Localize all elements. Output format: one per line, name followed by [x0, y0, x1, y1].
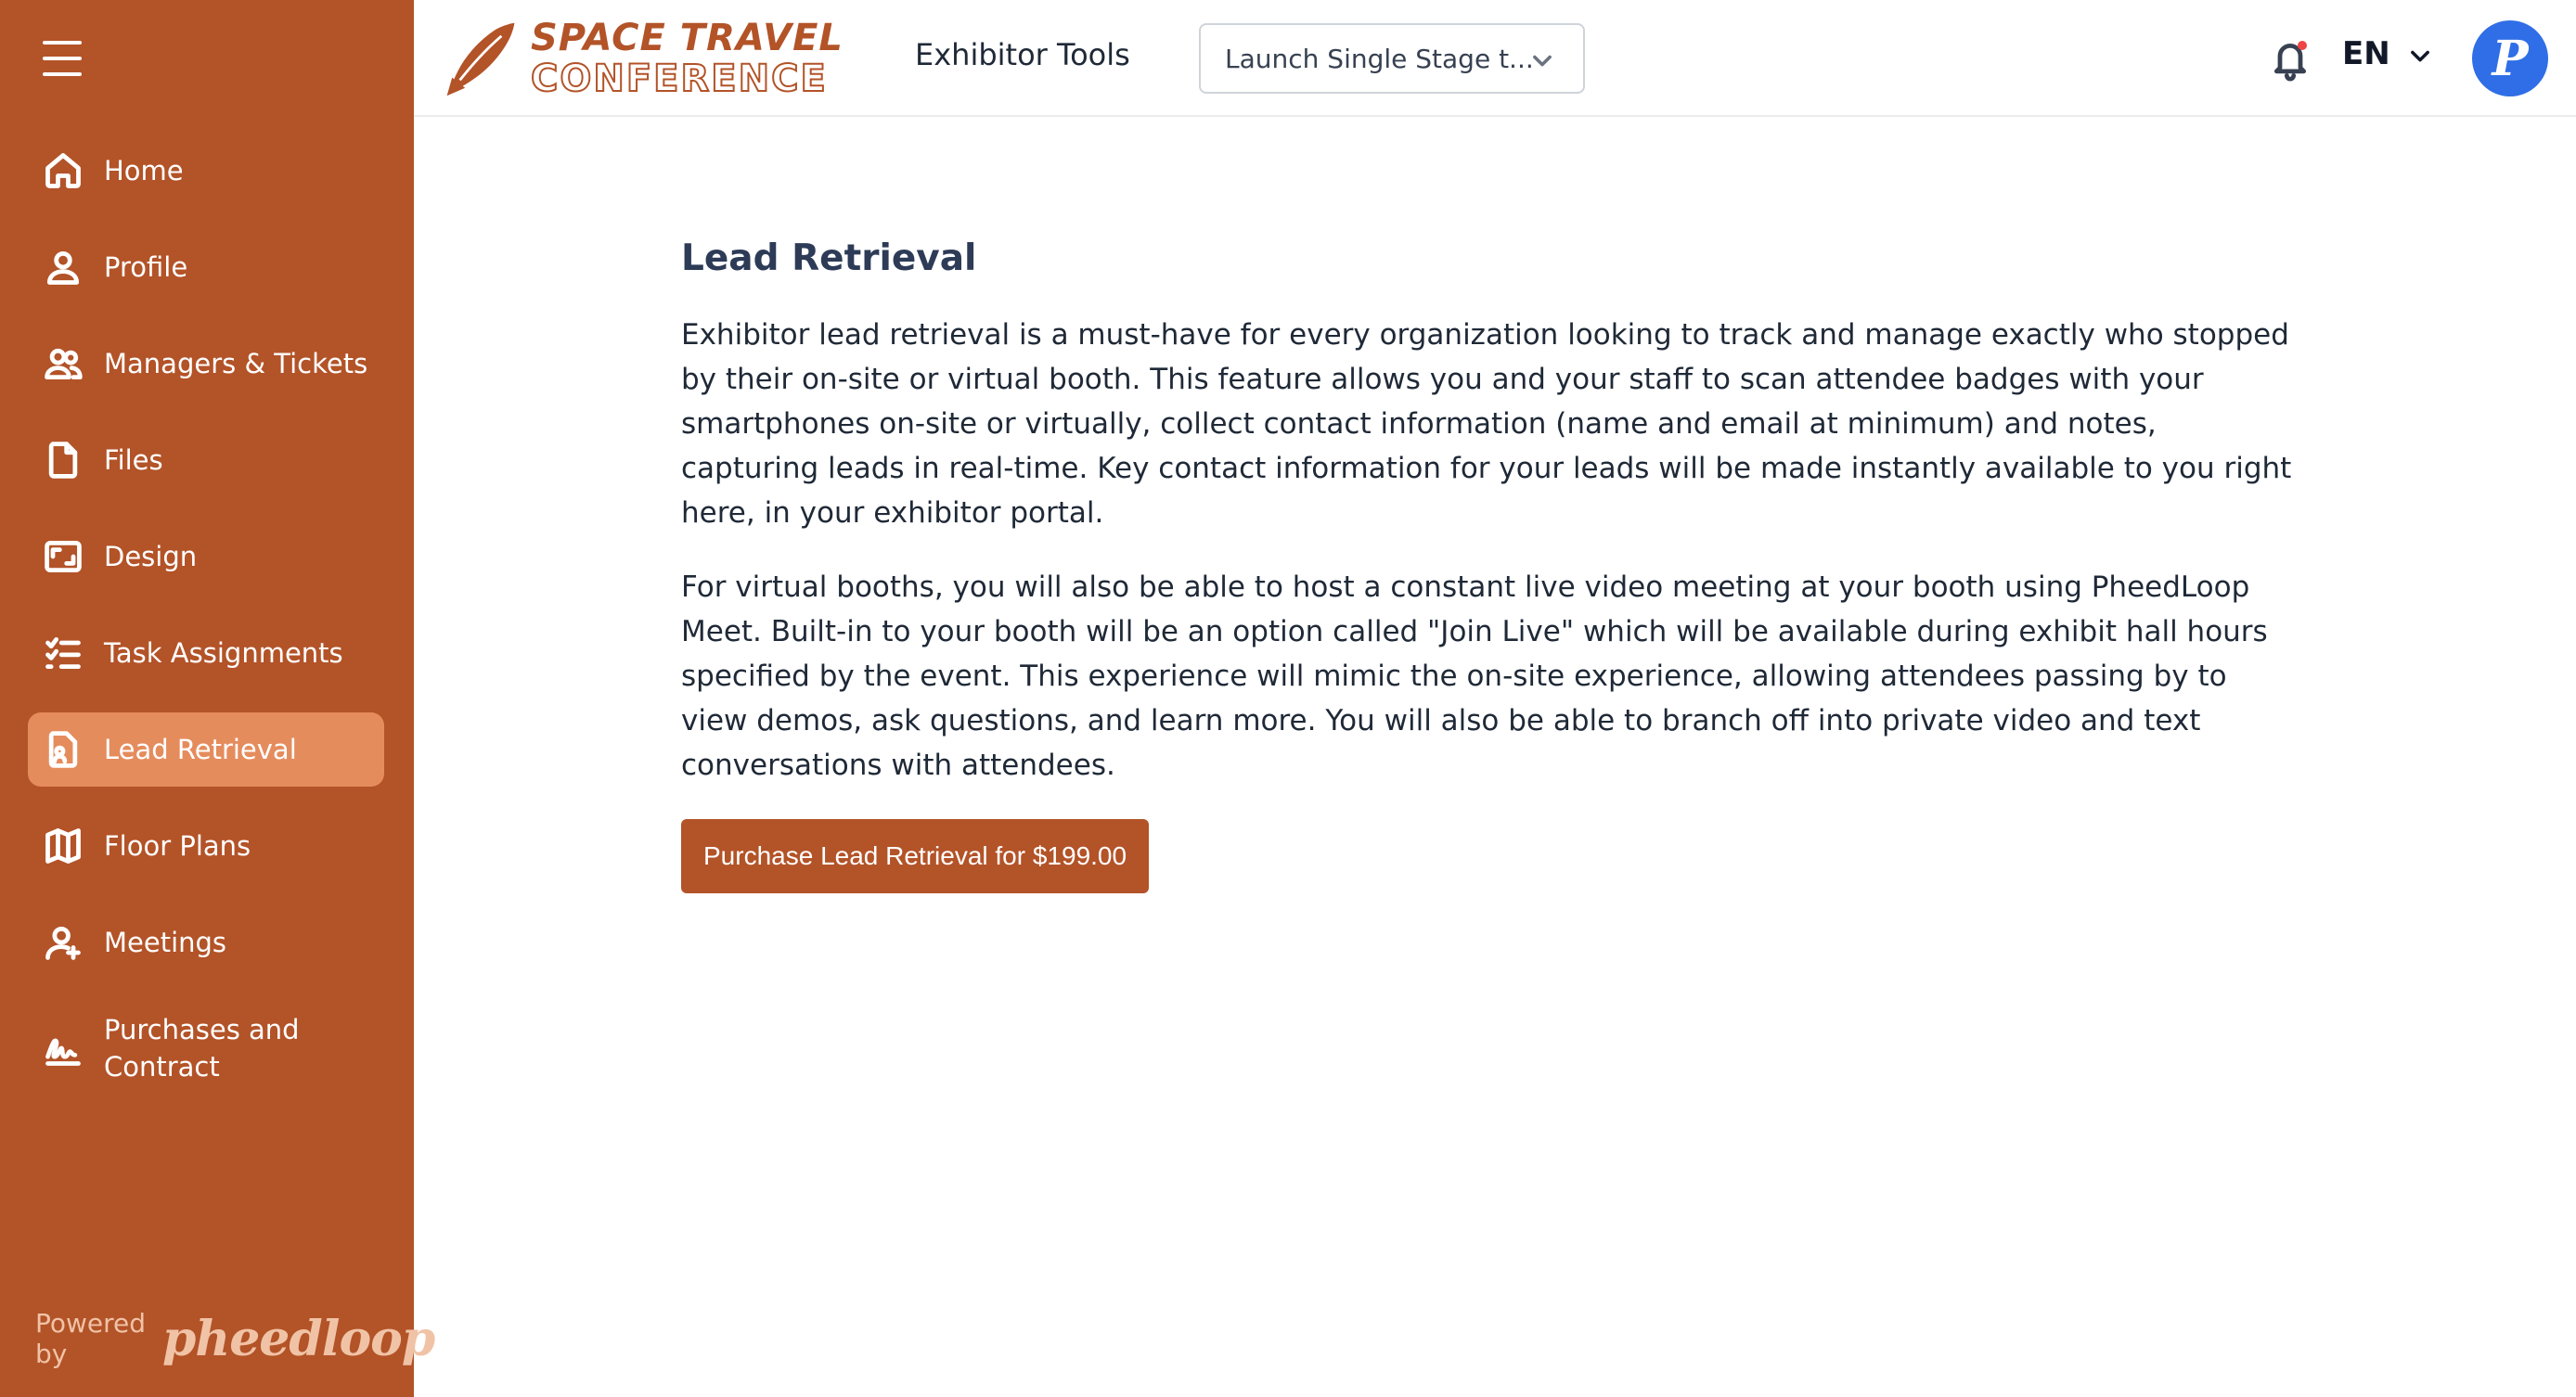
sidebar-item-label: Profile — [104, 251, 188, 283]
chevron-down-icon[interactable] — [2407, 43, 2433, 69]
sidebar-item-meetings[interactable] — [28, 905, 384, 980]
sidebar-item-label: Files — [104, 444, 163, 476]
sidebar-item-floor-plans[interactable] — [28, 809, 384, 883]
top-header — [414, 0, 2576, 117]
pheedloop-logo[interactable]: pheedloop — [162, 1310, 435, 1367]
sidebar-nav — [28, 134, 384, 1117]
sidebar-item-lead-retrieval[interactable] — [28, 712, 384, 787]
home-icon — [43, 150, 84, 191]
sidebar-item-purchases-contract[interactable] — [28, 1002, 384, 1095]
page-section-title: Exhibitor Tools — [915, 37, 1130, 72]
description-paragraph: For virtual booths, you will also be able to host a constant live video meeting at your booth using PheedLoop Meet. Built-in to your booth will be an option called "Join Live" which will be available during exhibit hall hours specified by the event. This experience will mimic the on-site experience, allowing attendees passing by to view demos, ask questions, and learn more. You will also be able to branch off into private video and text conversations with attendees. — [681, 570, 2268, 782]
file-icon — [43, 440, 84, 481]
contact-file-icon — [43, 729, 84, 770]
users-icon — [43, 343, 84, 384]
avatar-initial: P — [2492, 30, 2529, 87]
sidebar-item-label: Home — [104, 155, 184, 186]
logo-text-line1: SPACE TRAVEL — [531, 17, 844, 59]
sidebar-item-label: Floor Plans — [104, 830, 251, 862]
chevron-down-icon — [1529, 47, 1555, 73]
user-icon — [43, 247, 84, 288]
menu-toggle-icon[interactable] — [43, 37, 85, 80]
logo-text-line2: CONFERENCE — [531, 58, 828, 100]
sidebar-item-label: Task Assignments — [104, 637, 343, 669]
page-title: Lead Retrieval — [681, 237, 977, 279]
sidebar-item-label: Meetings — [104, 927, 227, 958]
language-selector[interactable]: EN — [2342, 35, 2390, 72]
signature-icon — [43, 1028, 84, 1069]
sidebar-item-home[interactable] — [28, 134, 384, 208]
sidebar-item-files[interactable] — [28, 423, 384, 497]
rocket-icon — [442, 20, 520, 98]
user-plus-icon — [43, 922, 84, 963]
sidebar-item-task-assignments[interactable] — [28, 616, 384, 690]
powered-by — [35, 1308, 434, 1369]
sidebar-item-label: Managers & Tickets — [104, 348, 368, 379]
sidebar-item-label: Design — [104, 541, 198, 572]
map-icon — [43, 826, 84, 866]
powered-by-label: Powered by — [35, 1308, 147, 1369]
main-content — [681, 237, 2296, 893]
checklist-icon — [43, 633, 84, 673]
avatar[interactable] — [2472, 20, 2548, 96]
description-paragraph: Exhibitor lead retrieval is a must-have for every organization looking to track and manage exactly who stopped by their on-site or virtual booth. This feature allows you and your staff to scan attendee badges with your smartphones on-site or virtually, collect contact information (name and email at minimum) and notes, capturing leads in real-time. Key contact information for your leads will be made instantly available to you right here, in your exhibitor portal. — [681, 318, 2292, 530]
sidebar — [0, 0, 435, 1397]
notifications-bell-icon[interactable] — [2270, 37, 2311, 82]
notification-dot — [2298, 41, 2307, 50]
purchase-lead-retrieval-button[interactable]: Purchase Lead Retrieval for $199.00 — [681, 819, 1149, 893]
design-icon — [43, 536, 84, 577]
event-logo[interactable] — [442, 17, 859, 100]
event-select[interactable] — [1199, 23, 1585, 94]
sidebar-item-design[interactable] — [28, 519, 384, 594]
event-select-value: Launch Single Stage t... — [1225, 43, 1534, 74]
sidebar-item-profile[interactable] — [28, 230, 384, 304]
sidebar-item-label: Purchases and Contract — [104, 1014, 300, 1083]
sidebar-item-label: Lead Retrieval — [104, 734, 297, 765]
sidebar-item-managers-tickets[interactable] — [28, 327, 384, 401]
